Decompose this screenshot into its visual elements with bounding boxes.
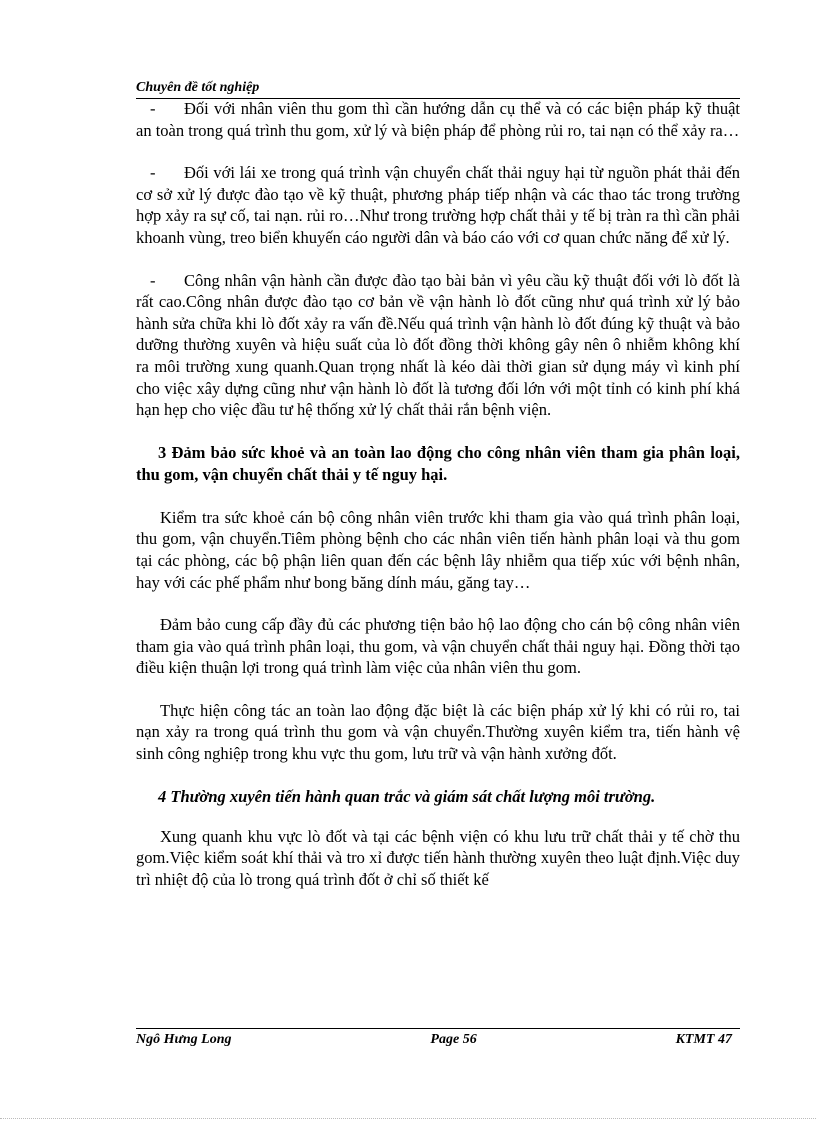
bullet-dash: -: [150, 99, 156, 118]
section-4-paragraph: Xung quanh khu vực lò đốt và tại các bệnh viện có khu lưu trữ chất thải y tế chờ thu gom.Việc kiểm soát khí thải và tro xỉ được tiến hành thường xuyên theo luật định.Việc duy trì nhiệt độ của lò trong quá trình đốt ở chỉ số thiết kế: [136, 826, 740, 889]
header-title: Chuyên đề tốt nghiệp: [136, 80, 260, 95]
bullet-text: Công nhân vận hành cần được đào tạo bài bản vì yêu cầu kỹ thuật đối với lò đốt là rất cao.Công nhân được đào tạo cơ bản về vận hành lò đốt cũng như quá trình xử lý bảo hành sửa chữa khi lò đốt xảy ra vấn đề.Nếu quá trình vận hành lò đốt đúng kỹ thuật và bảo dưỡng thường xuyên và hiệu suất của lò đốt đồng thời không gây nên ô nhiễm không khí ra môi trường xung quanh.Quan trọng nhất là kéo dài thời gian sử dụng máy vì kinh phí cho việc xây dựng cũng như vận hành lò đốt là tương đối lớn với một tỉnh có kinh phí khá hạn hẹp cho việc đầu tư hệ thống xử lý chất thải rắn bệnh viện.: [136, 270, 740, 420]
section-3-paragraph: Đảm bảo cung cấp đầy đủ các phương tiện bảo hộ lao động cho cán bộ công nhân viên tham gia vào quá trình phân loại, thu gom, và vận chuyển chất thải nguy hại. Đồng thời tạo điều kiện thuận lợi trong quá trình làm việc của nhân viên thu gom.: [136, 615, 740, 678]
bullet-dash: -: [150, 270, 156, 290]
bullet-text: Đối với lái xe trong quá trình vận chuyển chất thải nguy hại từ nguồn phát thải đến cơ sở xử lý được đào tạo về kỹ thuật, phương pháp tiếp nhận và các thao tác trong trường hợp xảy ra sự cố, tai nạn. rủi ro…Như trong trường hợp chất thải y tế bị tràn ra thì cần phải khoanh vùng, treo biển khuyến cáo người dân và báo cáo với cơ quan chức năng để xử lý.: [136, 163, 740, 247]
footer-page-number: Page 56: [430, 1032, 477, 1047]
section-3-paragraph: Kiểm tra sức khoẻ cán bộ công nhân viên trước khi tham gia vào quá trình phân loại, thu gom, vận chuyển.Tiêm phòng bệnh cho các nhân viên tiến hành phân loại và thu gom tại các phòng, các bộ phận liên quan đến các bệnh lây nhiễm qua tiếp xúc với bệnh nhân, hay với các phế phẩm như bong băng dính máu, găng tay…: [136, 507, 740, 592]
footer-code: KTMT 47: [675, 1032, 732, 1047]
section-4-heading: 4 Thường xuyên tiến hành quan trắc và giám sát chất lượng môi trường.: [158, 786, 656, 806]
bullet-dash: -: [150, 163, 156, 183]
document-body: [136, 98, 740, 890]
section-3-heading: 3 Đảm bảo sức khoẻ và an toàn lao động cho công nhân viên tham gia phân loại, thu gom, vận chuyển chất thải y tế nguy hại.: [136, 442, 740, 484]
footer-author: Ngô Hưng Long: [136, 1032, 232, 1047]
bullet-text: Đối với nhân viên thu gom thì cần hướng dẫn cụ thể và có các biện pháp kỹ thuật an toàn trong quá trình thu gom, xử lý và biện pháp để phòng rủi ro, tai nạn có thể xảy ra…: [136, 99, 740, 140]
page-bottom-edge: [0, 1118, 816, 1119]
bullet-paragraph: [136, 162, 740, 248]
page-header: [136, 78, 740, 99]
bullet-paragraph: [136, 98, 740, 141]
section-3-paragraph: Thực hiện công tác an toàn lao động đặc biệt là các biện pháp xử lý khi có rủi ro, tai nạn xảy ra trong quá trình thu gom và vận chuyển.Thường xuyên kiểm tra, tiến hành vệ sinh công nghiệp trong khu vực thu gom, lưu trữ và vận hành xưởng đốt.: [136, 700, 740, 764]
page-footer: [136, 1028, 740, 1048]
bullet-paragraph: [136, 270, 740, 421]
